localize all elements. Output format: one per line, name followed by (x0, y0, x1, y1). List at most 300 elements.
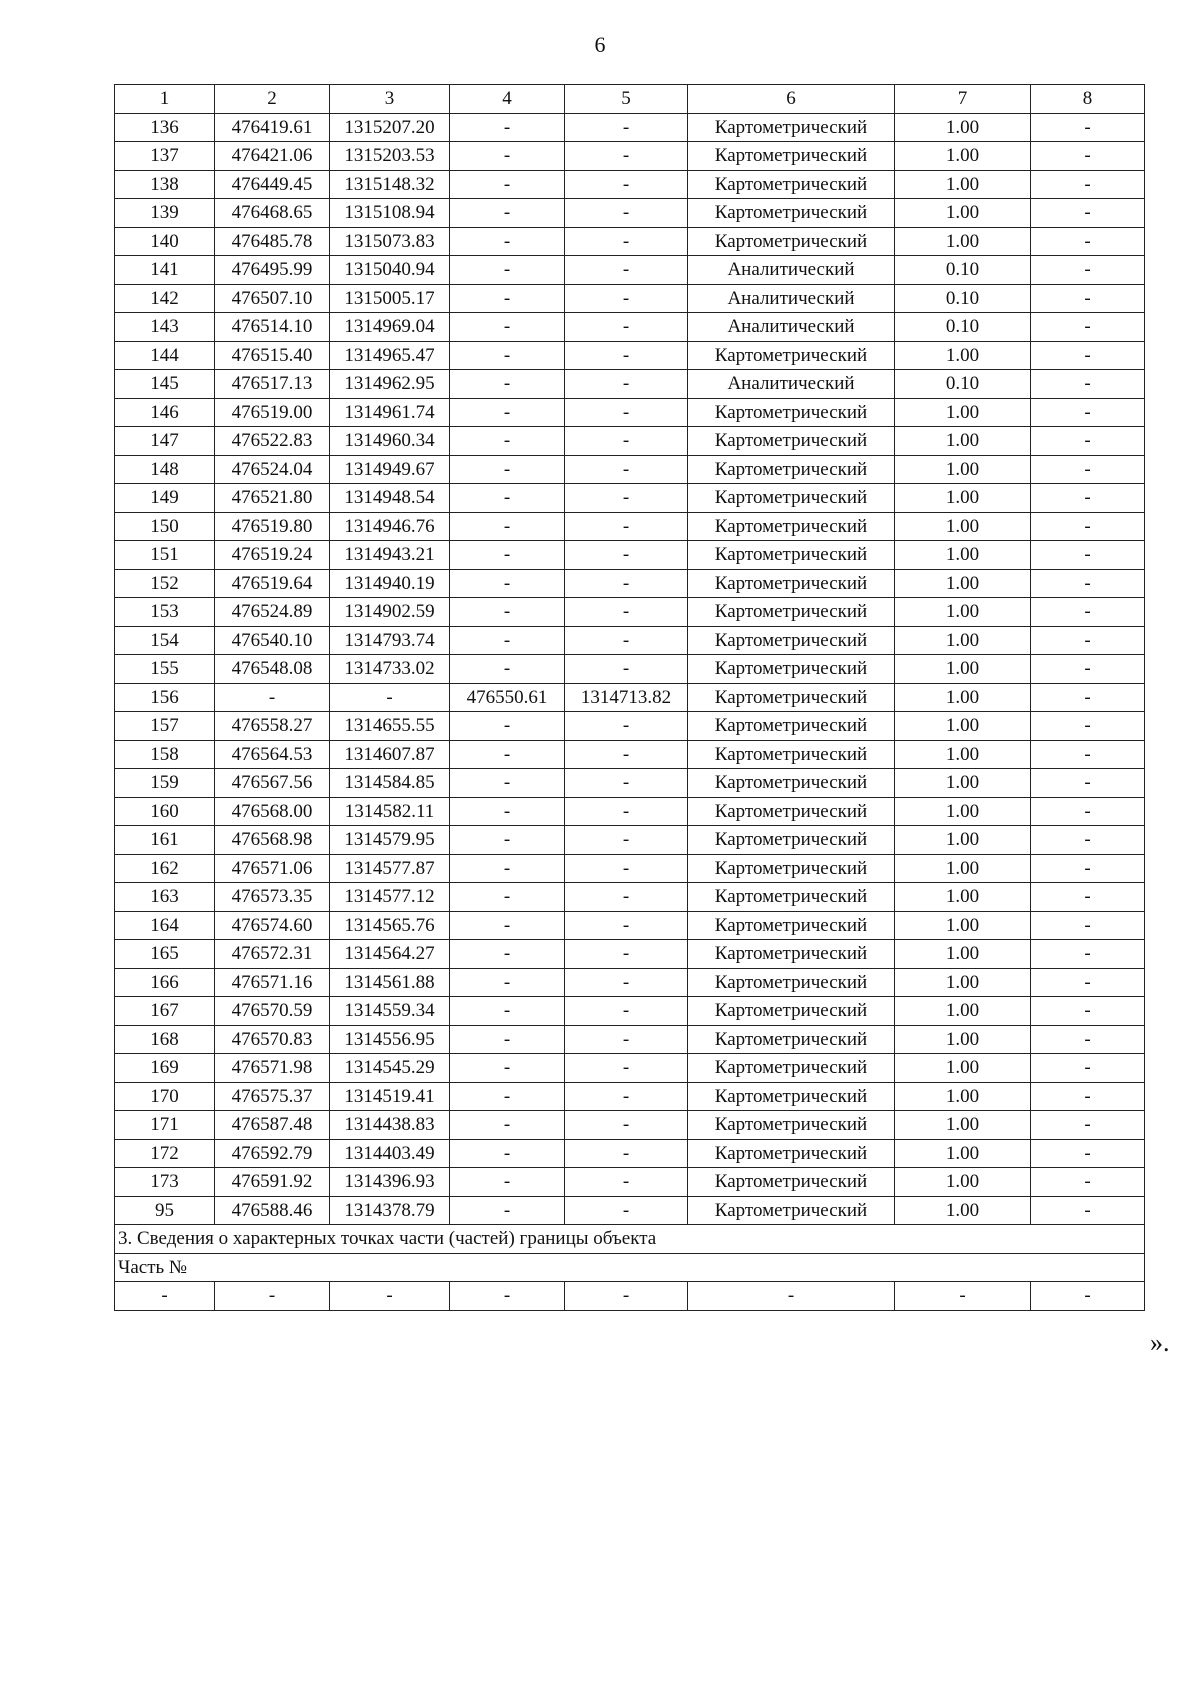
table-cell: - (565, 626, 688, 655)
table-cell: - (565, 484, 688, 513)
table-cell: 136 (115, 113, 215, 142)
table-cell: 1.00 (895, 427, 1031, 456)
table-cell: 1.00 (895, 1054, 1031, 1083)
table-cell: - (450, 826, 565, 855)
table-cell: 164 (115, 911, 215, 940)
table-cell: 1.00 (895, 569, 1031, 598)
table-cell: 95 (115, 1196, 215, 1225)
table-cell: 476524.04 (215, 455, 330, 484)
table-cell: 476485.78 (215, 227, 330, 256)
table-cell: 476572.31 (215, 940, 330, 969)
table-cell: - (565, 1082, 688, 1111)
table-cell: 1314961.74 (330, 398, 450, 427)
table-cell: - (565, 256, 688, 285)
table-cell: 137 (115, 142, 215, 171)
table-cell: Картометрический (688, 1196, 895, 1225)
table-cell: - (565, 1111, 688, 1140)
table-cell: 148 (115, 455, 215, 484)
table-cell: - (1031, 655, 1145, 684)
table-cell: 141 (115, 256, 215, 285)
table-cell: 145 (115, 370, 215, 399)
table-cell: 1314940.19 (330, 569, 450, 598)
table-cell: 1.00 (895, 911, 1031, 940)
table-cell: Картометрический (688, 170, 895, 199)
table-cell: 1314946.76 (330, 512, 450, 541)
table-cell: 153 (115, 598, 215, 627)
table-cell: - (1031, 313, 1145, 342)
table-cell: - (450, 712, 565, 741)
table-cell: Картометрический (688, 712, 895, 741)
table-cell: 0.10 (895, 256, 1031, 285)
table-cell: - (1031, 170, 1145, 199)
table-cell: 476517.13 (215, 370, 330, 399)
table-cell: - (450, 655, 565, 684)
table-cell: - (450, 341, 565, 370)
table-cell: 476419.61 (215, 113, 330, 142)
table-cell: 0.10 (895, 284, 1031, 313)
table-cell: 1.00 (895, 626, 1031, 655)
table-row (115, 769, 1145, 798)
table-cell: 476519.80 (215, 512, 330, 541)
table-cell: Картометрический (688, 113, 895, 142)
table-row (115, 455, 1145, 484)
table-cell: 152 (115, 569, 215, 598)
table-cell: - (450, 1282, 565, 1311)
table-cell: - (565, 170, 688, 199)
table-cell: 1.00 (895, 968, 1031, 997)
table-cell: - (565, 854, 688, 883)
table-cell: 476567.56 (215, 769, 330, 798)
table-cell: 151 (115, 541, 215, 570)
table-cell: - (565, 712, 688, 741)
table-cell: 476571.16 (215, 968, 330, 997)
table-cell: Картометрический (688, 997, 895, 1026)
table-cell: - (1031, 626, 1145, 655)
table-cell: 1314969.04 (330, 313, 450, 342)
table-cell: 476519.00 (215, 398, 330, 427)
table-cell: 1.00 (895, 712, 1031, 741)
table-cell: 1.00 (895, 826, 1031, 855)
table-cell: 1314519.41 (330, 1082, 450, 1111)
table-cell: - (450, 1168, 565, 1197)
table-cell: Картометрический (688, 740, 895, 769)
table-cell: 173 (115, 1168, 215, 1197)
table-cell: - (565, 569, 688, 598)
table-cell: - (565, 1168, 688, 1197)
table-cell: 476449.45 (215, 170, 330, 199)
table-cell: 138 (115, 170, 215, 199)
table-cell: - (1031, 370, 1145, 399)
table-cell: 1.00 (895, 1196, 1031, 1225)
table-cell: 1.00 (895, 1139, 1031, 1168)
table-cell: 476592.79 (215, 1139, 330, 1168)
table-cell: 157 (115, 712, 215, 741)
table-cell: - (450, 797, 565, 826)
table-row (115, 541, 1145, 570)
table-cell: 146 (115, 398, 215, 427)
table-cell: - (1031, 911, 1145, 940)
table-cell: 1314561.88 (330, 968, 450, 997)
table-cell: - (1031, 1025, 1145, 1054)
table-cell: - (1031, 541, 1145, 570)
table-cell: 476548.08 (215, 655, 330, 684)
table-cell: - (450, 427, 565, 456)
table-cell: - (565, 940, 688, 969)
table-cell: 161 (115, 826, 215, 855)
table-cell: - (450, 883, 565, 912)
table-cell: Аналитический (688, 284, 895, 313)
table-cell: 1.00 (895, 683, 1031, 712)
table-cell: 143 (115, 313, 215, 342)
table-cell: 1.00 (895, 797, 1031, 826)
table-cell: Картометрический (688, 683, 895, 712)
table-cell: Картометрический (688, 484, 895, 513)
table-cell: Картометрический (688, 1025, 895, 1054)
table-cell: 154 (115, 626, 215, 655)
table-row (115, 199, 1145, 228)
table-row (115, 142, 1145, 171)
table-cell: Картометрический (688, 769, 895, 798)
table-cell: - (565, 455, 688, 484)
table-cell: - (450, 1111, 565, 1140)
table-cell: Аналитический (688, 256, 895, 285)
table-cell: 1.00 (895, 398, 1031, 427)
table-cell: 167 (115, 997, 215, 1026)
table-cell: Картометрический (688, 569, 895, 598)
table-cell: - (450, 170, 565, 199)
table-cell: 1.00 (895, 484, 1031, 513)
table-cell: 1.00 (895, 940, 1031, 969)
part-number-label: Часть № (115, 1253, 1145, 1282)
table-cell: - (450, 398, 565, 427)
table-row (115, 1054, 1145, 1083)
table-cell: 155 (115, 655, 215, 684)
table-cell: 1.00 (895, 1168, 1031, 1197)
table-cell: 156 (115, 683, 215, 712)
table-cell: 162 (115, 854, 215, 883)
table-cell: 1315005.17 (330, 284, 450, 313)
table-cell: Картометрический (688, 883, 895, 912)
table-cell: 3 (330, 85, 450, 114)
table-cell: Картометрический (688, 427, 895, 456)
table-cell: - (1031, 968, 1145, 997)
table-cell: 476564.53 (215, 740, 330, 769)
table-row (115, 1139, 1145, 1168)
table-row (115, 341, 1145, 370)
table-cell: 476568.98 (215, 826, 330, 855)
table-cell: - (215, 1282, 330, 1311)
table-cell: 1314962.95 (330, 370, 450, 399)
table-cell: - (565, 1025, 688, 1054)
table-cell: Картометрический (688, 1111, 895, 1140)
table-cell: - (1031, 854, 1145, 883)
table-cell: Картометрический (688, 1082, 895, 1111)
table-row (115, 227, 1145, 256)
table-cell: 476570.83 (215, 1025, 330, 1054)
table-cell: - (1031, 598, 1145, 627)
table-row (115, 683, 1145, 712)
table-cell: 140 (115, 227, 215, 256)
table-cell: - (565, 1139, 688, 1168)
table-cell: - (450, 227, 565, 256)
table-cell: - (1031, 940, 1145, 969)
table-cell: 1.00 (895, 541, 1031, 570)
table-cell: - (1031, 712, 1145, 741)
table-cell: 1.00 (895, 854, 1031, 883)
table-cell: 7 (895, 85, 1031, 114)
table-row (115, 1082, 1145, 1111)
table-cell: - (1031, 769, 1145, 798)
table-cell: 1314579.95 (330, 826, 450, 855)
table-cell: - (450, 142, 565, 171)
table-cell: 1315073.83 (330, 227, 450, 256)
table-row (115, 712, 1145, 741)
table-cell: - (1031, 1196, 1145, 1225)
empty-part-row (115, 1282, 1145, 1311)
table-cell: - (565, 1282, 688, 1311)
table-cell: - (450, 569, 565, 598)
table-cell: - (1031, 569, 1145, 598)
table-cell: - (565, 826, 688, 855)
table-cell: 1.00 (895, 1082, 1031, 1111)
table-cell: 169 (115, 1054, 215, 1083)
table-cell: - (565, 512, 688, 541)
table-row (115, 398, 1145, 427)
table-cell: - (450, 1082, 565, 1111)
table-cell: 1314655.55 (330, 712, 450, 741)
table-cell: 0.10 (895, 313, 1031, 342)
table-cell: 1314584.85 (330, 769, 450, 798)
table-row (115, 740, 1145, 769)
table-cell: Картометрический (688, 142, 895, 171)
table-cell: 476570.59 (215, 997, 330, 1026)
table-cell: - (450, 940, 565, 969)
table-row (115, 284, 1145, 313)
table-cell: - (688, 1282, 895, 1311)
table-cell: - (450, 512, 565, 541)
table-cell: 476540.10 (215, 626, 330, 655)
table-cell: - (450, 484, 565, 513)
table-row (115, 626, 1145, 655)
table-cell: - (215, 683, 330, 712)
table-cell: 476421.06 (215, 142, 330, 171)
table-cell: Картометрический (688, 626, 895, 655)
table-cell: 1314396.93 (330, 1168, 450, 1197)
table-cell: - (565, 1054, 688, 1083)
table-cell: 168 (115, 1025, 215, 1054)
table-cell: Картометрический (688, 1054, 895, 1083)
table-cell: 476521.80 (215, 484, 330, 513)
table-cell: Картометрический (688, 911, 895, 940)
table-cell: 1314403.49 (330, 1139, 450, 1168)
table-cell: - (565, 911, 688, 940)
table-cell: 476550.61 (450, 683, 565, 712)
table-cell: Картометрический (688, 398, 895, 427)
table-row (115, 512, 1145, 541)
table-cell: 476558.27 (215, 712, 330, 741)
table-cell: - (1031, 341, 1145, 370)
table-cell: 476587.48 (215, 1111, 330, 1140)
table-cell: 1315203.53 (330, 142, 450, 171)
table-cell: Картометрический (688, 541, 895, 570)
table-cell: 1314607.87 (330, 740, 450, 769)
table-cell: 149 (115, 484, 215, 513)
section-title-row (115, 1225, 1145, 1254)
table-cell: - (565, 740, 688, 769)
table-cell: 476515.40 (215, 341, 330, 370)
table-cell: 6 (688, 85, 895, 114)
table-cell: 1314948.54 (330, 484, 450, 513)
table-cell: 171 (115, 1111, 215, 1140)
table-cell: 1314949.67 (330, 455, 450, 484)
table-cell: - (450, 740, 565, 769)
table-cell: 1.00 (895, 170, 1031, 199)
table-cell: 476495.99 (215, 256, 330, 285)
table-cell: - (565, 598, 688, 627)
table-cell: - (115, 1282, 215, 1311)
table-cell: Картометрический (688, 227, 895, 256)
table-cell: - (1031, 1054, 1145, 1083)
table-cell: - (565, 313, 688, 342)
table-container (114, 84, 1145, 1311)
table-row (115, 113, 1145, 142)
table-cell: 1314545.29 (330, 1054, 450, 1083)
table-cell: - (450, 113, 565, 142)
table-cell: 476573.35 (215, 883, 330, 912)
table-cell: - (565, 541, 688, 570)
table-cell: Аналитический (688, 370, 895, 399)
table-cell: Картометрический (688, 455, 895, 484)
table-cell: 476571.06 (215, 854, 330, 883)
table-cell: - (450, 256, 565, 285)
table-cell: 1.00 (895, 883, 1031, 912)
table-row (115, 883, 1145, 912)
table-cell: - (1031, 797, 1145, 826)
table-cell: 1314960.34 (330, 427, 450, 456)
table-row (115, 1025, 1145, 1054)
table-cell: 476519.24 (215, 541, 330, 570)
table-cell: 476522.83 (215, 427, 330, 456)
table-cell: 1315207.20 (330, 113, 450, 142)
table-cell: - (1031, 1111, 1145, 1140)
table-cell: - (450, 1196, 565, 1225)
table-cell: - (565, 227, 688, 256)
table-cell: Картометрический (688, 655, 895, 684)
table-cell: - (450, 598, 565, 627)
table-cell: 476507.10 (215, 284, 330, 313)
table-cell: 1314378.79 (330, 1196, 450, 1225)
table-cell: 476591.92 (215, 1168, 330, 1197)
table-cell: - (1031, 227, 1145, 256)
table-cell: 1.00 (895, 655, 1031, 684)
table-cell: - (450, 769, 565, 798)
table-cell: 1314438.83 (330, 1111, 450, 1140)
table-row (115, 313, 1145, 342)
table-cell: - (565, 797, 688, 826)
table-cell: 1.00 (895, 227, 1031, 256)
table-cell: - (1031, 455, 1145, 484)
table-row (115, 854, 1145, 883)
table-cell: 2 (215, 85, 330, 114)
table-cell: - (565, 655, 688, 684)
table-cell: - (450, 854, 565, 883)
table-cell: 139 (115, 199, 215, 228)
table-cell: 1.00 (895, 1025, 1031, 1054)
table-cell: - (1031, 427, 1145, 456)
table-cell: Картометрический (688, 1168, 895, 1197)
table-cell: 476575.37 (215, 1082, 330, 1111)
table-row (115, 968, 1145, 997)
table-cell: 1.00 (895, 769, 1031, 798)
table-row (115, 797, 1145, 826)
table-cell: 1314565.76 (330, 911, 450, 940)
table-cell: 166 (115, 968, 215, 997)
table-cell: 476519.64 (215, 569, 330, 598)
table-cell: - (1031, 142, 1145, 171)
table-cell: - (565, 284, 688, 313)
table-row (115, 911, 1145, 940)
table-cell: - (1031, 199, 1145, 228)
table-cell: - (450, 626, 565, 655)
table-cell: - (565, 769, 688, 798)
table-row (115, 1196, 1145, 1225)
table-cell: 1 (115, 85, 215, 114)
table-cell: 1314733.02 (330, 655, 450, 684)
table-cell: Аналитический (688, 313, 895, 342)
table-cell: - (450, 968, 565, 997)
table-cell: 8 (1031, 85, 1145, 114)
table-row (115, 826, 1145, 855)
table-cell: 1314564.27 (330, 940, 450, 969)
table-cell: 476514.10 (215, 313, 330, 342)
table-cell: Картометрический (688, 199, 895, 228)
table-cell: 1.00 (895, 199, 1031, 228)
table-cell: - (1031, 256, 1145, 285)
table-cell: 1314965.47 (330, 341, 450, 370)
table-cell: Картометрический (688, 940, 895, 969)
table-cell: 476468.65 (215, 199, 330, 228)
table-cell: - (565, 370, 688, 399)
table-cell: 160 (115, 797, 215, 826)
table-cell: 476524.89 (215, 598, 330, 627)
table-cell: - (1031, 398, 1145, 427)
closing-quote-mark: ». (1150, 1328, 1170, 1357)
table-cell: 1314582.11 (330, 797, 450, 826)
table-cell: - (1031, 883, 1145, 912)
table-cell: 1314902.59 (330, 598, 450, 627)
table-cell: 0.10 (895, 370, 1031, 399)
table-cell: - (330, 1282, 450, 1311)
table-row (115, 569, 1145, 598)
table-cell: - (450, 997, 565, 1026)
table-cell: Картометрический (688, 797, 895, 826)
section-title: 3. Сведения о характерных точках части (частей) границы объекта (115, 1225, 1145, 1254)
table-cell: - (565, 997, 688, 1026)
table-cell: - (565, 199, 688, 228)
table-cell: 1.00 (895, 113, 1031, 142)
table-cell: - (1031, 1139, 1145, 1168)
table-cell: Картометрический (688, 598, 895, 627)
table-cell: 1315040.94 (330, 256, 450, 285)
table-cell: 1315108.94 (330, 199, 450, 228)
table-cell: - (565, 142, 688, 171)
table-cell: 1.00 (895, 598, 1031, 627)
table-cell: - (1031, 1168, 1145, 1197)
table-row (115, 170, 1145, 199)
table-cell: 1314559.34 (330, 997, 450, 1026)
table-cell: - (450, 1139, 565, 1168)
table-row (115, 997, 1145, 1026)
